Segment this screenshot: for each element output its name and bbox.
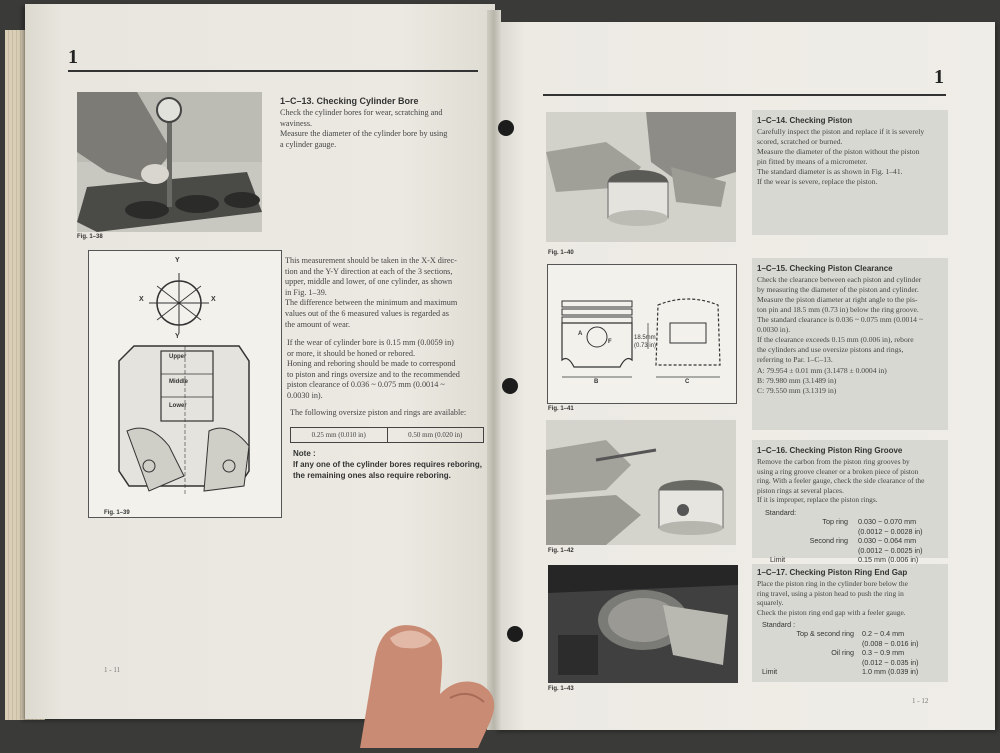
header-rule [543,94,946,96]
table-cell: 0.25 mm (0.010 in) [291,428,388,442]
thumb [340,618,510,748]
section-heading: 1–C–17. Checking Piston Ring End Gap [757,568,908,577]
diagram-label: Y [175,333,180,340]
page-number: 1 - 12 [912,697,929,705]
cylinder-bore-diagram [88,250,282,518]
header-rule [68,70,478,72]
figure-caption: Fig. 1–38 [77,234,103,240]
dimension-label: (0.73 in) [634,343,657,349]
dimension-label: C [685,379,690,385]
section-body: Remove the carbon from the piston ring grooves by using a ring groove cleaner or a broken piece of piston ring. With a feeler gauge, check the side clearance of the piston rings at several places. If it is improper, replace the piston rings. [757,457,925,504]
dimension-label: 18.5mm [634,335,656,341]
photo-cylinder-gauge [77,92,262,232]
dimension-label: B [594,379,599,385]
chapter-number: 1 [934,66,944,88]
diagram-label: Y [175,257,180,264]
oversize-table [290,427,484,443]
binder-hole [498,120,514,136]
piston-dimension-diagram [547,264,737,404]
figure-caption: Fig. 1–41 [548,406,574,412]
photo-ring-end-gap [548,565,738,683]
section-heading: 1–C–13. Checking Cylinder Bore [280,96,419,106]
figure-caption: Fig. 1–43 [548,686,574,692]
diagram-label: Middle [169,379,188,385]
table-cell: 0.50 mm (0.020 in) [408,431,463,439]
diagram-label: Lower [169,403,187,409]
section-body: The following oversize piston and rings are available: [290,408,467,417]
binder-hole [502,378,518,394]
dimension-list: A: 79.954 ± 0.01 mm (3.1478 ± 0.0004 in) B: 79.980 mm (3.1489 in) C: 79.550 mm (3.1319 in) [757,366,887,395]
section-body: If the wear of cylinder bore is 0.15 mm (0.0059 in) or more, it should be honed or rebored. Honing and reboring should be made to correspond to piston and rings oversize and to the recommended piston clearance of 0.036 ~ 0.075 mm (0.0014 ~ 0.0030 in). [287,338,460,400]
section-heading: 1–C–16. Checking Piston Ring Groove [757,446,903,455]
dimension-label: F [608,339,612,345]
section-body: Place the piston ring in the cylinder bore below the ring travel, using a piston head to push the ring in squarely. Check the piston ring end gap with a feeler gauge. [757,579,908,617]
note-body: If any one of the cylinder bores requires reboring, the remaining ones also require reboring. [293,460,482,480]
diagram-label: X [139,296,144,303]
section-body: This measurement should be taken in the X-X direc- tion and the Y-Y direction at each of the 3 sections, upper, middle and lower, of one cylinder, as shown in Fig. 1–39. The difference between the minimum and maximum values out of the 6 measured values is regarded as the amount of wear. [285,256,458,329]
chapter-number: 1 [68,46,78,68]
section-body: Check the cylinder bores for wear, scratching and waviness. Measure the diameter of the cylinder bore by using a cylinder gauge. [280,108,448,149]
section-body: Carefully inspect the piston and replace if it is severely scored, scratched or burned. Measure the diameter of the piston without the piston pin fitted by means of a micrometer. The standard diameter is as shown in Fig. 1–41. If the wear is severe, replace the piston. [757,127,925,186]
figure-caption: Fig. 1–40 [548,250,574,256]
diagram-label: Upper [169,354,187,360]
spec-table: Top ring 0.030 ~ 0.070 mm (0.0012 ~ 0.0028 in) Second ring 0.030 ~ 0.064 mm (0.0012 ~ 0.0025 in) Limit 0.15 mm (0.006 in) [770,517,923,564]
spec-table: Top & second ring 0.2 ~ 0.4 mm (0.008 ~ 0.016 in) Oil ring 0.3 ~ 0.9 mm (0.012 ~ 0.035 in) Limit 1.0 mm (0.039 in) [762,629,919,676]
diagram-label: X [211,296,216,303]
note-title: Note : [293,449,316,458]
photo-feeler-gauge [546,420,736,545]
spec-title: Standard: [765,508,797,517]
dimension-label: A [578,331,583,337]
photo-piston-micrometer [546,112,736,242]
page-number: 1 - 11 [104,666,121,674]
section-heading: 1–C–15. Checking Piston Clearance [757,264,893,273]
figure-caption: Fig. 1–42 [548,548,574,554]
section-body: Check the clearance between each piston and cylinder by measuring the diameter of the piston and cylinder. Measure the piston diameter at right angle to the pis- ton pin and 18.5 mm (0.73 in) below the ring groove. The standard clearance is 0.036 ~ 0.075 mm (0.0014 ~ 0.0030 in). If the clearance exceeds 0.15 mm (0.006 in), rebore the cylinders and use oversize pistons and rings, referring to Par. 1–C–13. [757,275,923,364]
section-heading: 1–C–14. Checking Piston [757,116,853,125]
spec-title: Standard : [762,620,796,629]
figure-caption: Fig. 1–39 [104,510,130,516]
